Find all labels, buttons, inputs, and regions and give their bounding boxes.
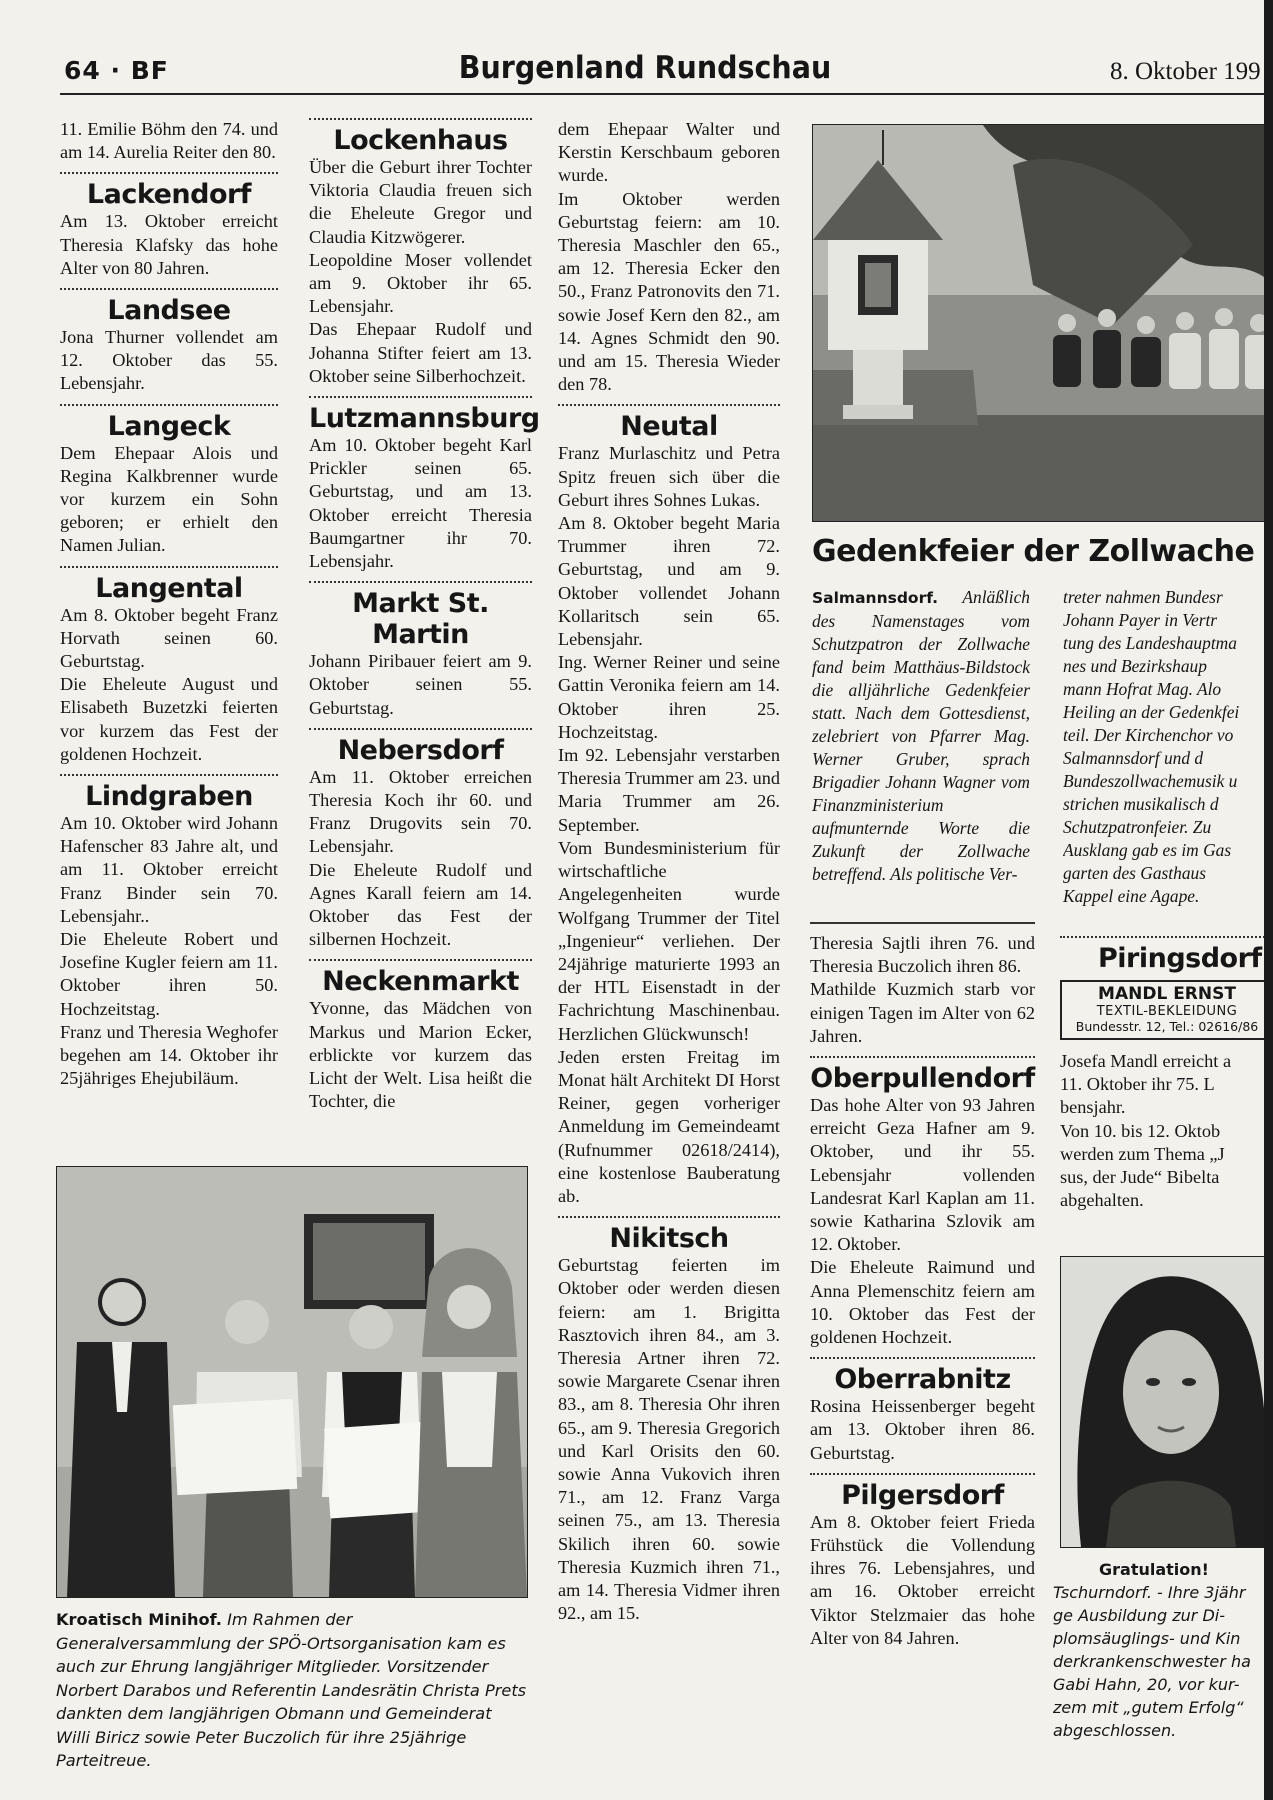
caption-text: Im Rahmen der Generalversammlung der SPÖ-Ortsorganisation kam es auch zur Ehrung langjähriger Mitglieder. Vorsitzender Norbert Darabos und Referentin Landesrätin Christa Prets dankten dem langjährigen Obmann und Gemeinderat Willi Biricz sowie Peter Buczolich für ihre 25jährige Parteitreue. (56, 1610, 527, 1770)
text-neutal-2: Am 8. Oktober begeht Maria Trummer ihren 72. Geburtstag, und am 9. Oktober vollendet Johann Kollaritsch sein 65. Lebensjahr. (558, 513, 780, 650)
ad-line3: Bundesstr. 12, Tel.: 02616/86 (1075, 1019, 1259, 1034)
dotted-separator (1060, 936, 1273, 938)
photo-caption-gratulation (1053, 1558, 1273, 1742)
feature-text-col2 (1063, 586, 1273, 908)
text-lockenhaus-2: Leopoldine Moser vollendet am 9. Oktober ihr 65. Lebensjahr. (309, 249, 532, 317)
caption-title: Gratulation! (1099, 1560, 1209, 1579)
feature-line: Salmannsdorf und d (1063, 748, 1204, 768)
heading-pilgersdorf: Pilgersdorf (841, 1479, 1004, 1511)
heading-langental: Langental (95, 572, 243, 604)
text-neckenmarkt: Yvonne, das Mädchen von Markus und Marion Ecker, erblickte vor kurzem das Licht der Welt. Lisa heißt die Tochter, die (309, 998, 532, 1112)
heading-lockenhaus: Lockenhaus (333, 125, 508, 156)
dotted-separator (309, 728, 532, 730)
text-langeck: Dem Ehepaar Alois und Regina Kalkbrenner wurde vor kurzem ein Sohn geboren; er erhielt den Namen Julian. (60, 442, 278, 556)
masthead: Burgenland Rundschau (458, 50, 832, 86)
text-lackendorf: Am 13. Oktober erreicht Theresia Klafsky das hohe Alter von 80 Jahren. (60, 211, 278, 278)
col3-intro: dem Ehepaar Walter und Kerstin Kerschbaum geboren wurde. (558, 119, 780, 186)
dotted-separator (309, 396, 532, 398)
caption-line: derkrankenschwester ha (1053, 1652, 1251, 1671)
caption-line: Tschurndorf. - Ihre 3jähr (1053, 1583, 1246, 1602)
col4-text-2: Mathilde Kuzmich starb vor einigen Tagen im Alter von 62 Jahren. (810, 979, 1035, 1046)
text-neutal-5: Vom Bundesministerium für wirtschaftliche Angelegenheiten wurde Wolfgang Trummer der Titel „Ingenieur“ verliehen. Der 24jährige maturierte 1993 an der HTL Eisenstadt in der Fachrichtung Maschinenbau. Herzlichen Glückwunsch! (558, 837, 780, 1044)
column-2 (309, 118, 540, 1114)
text-lindgraben-2: Die Eheleute Robert und Josefine Kugler feiern am 11. Oktober ihren 50. Hochzeitstag. (60, 929, 278, 1019)
text-lockenhaus-1: Über die Geburt ihrer Tochter Viktoria Claudia freuen sich die Eheleute Gregor und Claudia Kitzwögerer. (309, 157, 532, 247)
text-markt-st-martin: Johann Piribauer feiert am 9. Oktober seinen 55. Geburtstag. (309, 651, 532, 718)
text-nebersdorf-2: Die Eheleute Rudolf und Agnes Karall feiern am 14. Oktober das Fest der silbernen Hochzeit. (309, 859, 532, 950)
feature-line: Kappel eine Agape. (1063, 886, 1200, 906)
dotted-separator (558, 404, 780, 406)
dotted-separator (810, 1473, 1035, 1475)
dotted-separator (309, 581, 532, 583)
heading-lutzmannsburg: Lutzmannsburg (309, 403, 540, 435)
ad-name: MANDL ERNST (1098, 984, 1236, 1004)
col5-line: abgehalten. (1060, 1190, 1144, 1211)
feature-end-rule (810, 922, 1035, 924)
memorial-photo (812, 124, 1273, 522)
col5-line: werden zum Thema „J (1060, 1143, 1225, 1164)
caption-line: Gabi Hahn, 20, vor kur- (1053, 1675, 1240, 1694)
col1-intro: 11. Emilie Böhm den 74. und am 14. Aurelia Reiter den 80. (60, 119, 278, 163)
caption-line: plomsäuglings- und Kin (1053, 1629, 1241, 1648)
heading-neutal: Neutal (620, 411, 718, 443)
text-neutal-1: Franz Murlaschitz und Petra Spitz freuen sich über die Geburt ihres Sohnes Lukas. (558, 443, 780, 510)
feature-headline: Gedenkfeier der Zollwache (812, 534, 1255, 569)
ad-line2: TEXTIL-BEKLEIDUNG (1096, 1004, 1238, 1019)
feature-line: mann Hofrat Mag. Alo (1063, 679, 1222, 699)
dotted-separator (309, 959, 532, 961)
col5-line: Von 10. bis 12. Oktob (1060, 1120, 1221, 1141)
dotted-separator (60, 404, 278, 406)
heading-nikitsch: Nikitsch (609, 1223, 729, 1255)
text-nebersdorf-1: Am 11. Oktober erreichen Theresia Koch ihr 60. und Franz Drugovits sein 70. Lebensjahr. (309, 766, 532, 857)
feature-body: Anläßlich des Namenstages vom Schutzpatron der Zollwache fand beim Matthäus-Bildstock die alljährliche Gedenkfeier statt. Nach dem Gottesdienst, zelebriert von Pfarrer Mag. Werner Gruber, sprach Brigadier Johann Wagner vom Finanzministerium aufmunternde Worte die Zukunft der Zollwache betreffend. Als politische Ver- (812, 587, 1030, 884)
text-neutal-4: Im 92. Lebensjahr verstarben Theresia Trummer am 23. und Maria Trummer am 26. September. (558, 745, 780, 835)
text-oberpullendorf-1: Das hohe Alter von 93 Jahren erreicht Geza Hafner am 9. Oktober, und ihr 55. Lebensjahr vollenden Landesrat Karl Kaplan am 11. sowie Katharina Szlovik am 12. Oktober. (810, 1095, 1035, 1255)
heading-landsee: Landsee (107, 295, 231, 327)
feature-line: garten des Gasthaus (1063, 863, 1206, 883)
dotted-separator (60, 172, 278, 174)
dotted-separator (60, 288, 278, 290)
heading-lackendorf: Lackendorf (86, 179, 252, 211)
text-neutal-6: Jeden ersten Freitag im Monat hält Architekt DI Horst Reiner, gegen vorheriger Anmeldung im Gemeindeamt (Rufnummer 02618/2414), eine kostenlose Bauberatung ab. (558, 1046, 780, 1206)
caption-line: abgeschlossen. (1053, 1721, 1177, 1740)
heading-lindgraben: Lindgraben (85, 781, 253, 813)
column-5 (1060, 932, 1273, 1212)
heading-nebersdorf: Nebersdorf (337, 734, 504, 766)
text-langental-2: Die Eheleute August und Elisabeth Buzetzki feierten vor kurzem das Fest der goldenen Hochzeit. (60, 674, 278, 764)
column-1 (60, 118, 278, 1091)
dotted-separator (309, 118, 532, 120)
text-lindgraben-3: Franz und Theresia Weghofer begehen am 14. Oktober ihr 25jähriges Ehejubiläum. (60, 1021, 278, 1089)
feature-line: Ausklang gab es im Gas (1063, 840, 1232, 860)
text-oberpullendorf-2: Die Eheleute Raimund und Anna Plemenschitz feiern am 10. Oktober das Fest der goldenen Hochzeit. (810, 1257, 1035, 1348)
feature-line: treter nahmen Bundesr (1063, 587, 1223, 607)
heading-markt-st-martin: Markt St. Martin (352, 588, 489, 651)
text-oberrabnitz: Rosina Heissenberger begeht am 13. Oktober ihren 86. Geburtstag. (810, 1396, 1035, 1463)
feature-line: strichen musikalisch d (1063, 794, 1219, 814)
scan-edge (1264, 0, 1273, 1800)
text-landsee: Jona Thurner vollendet am 12. Oktober das 55. Lebensjahr. (60, 327, 278, 394)
caption-line: ge Ausbildung zur Di- (1053, 1606, 1225, 1625)
text-lindgraben-1: Am 10. Oktober wird Johann Hafenscher 83 Jahre alt, und am 11. Oktober erreicht Franz Binder sein 70. Lebensjahr.. (60, 813, 278, 926)
dotted-separator (60, 566, 278, 568)
col5-line: Josefa Mandl erreicht a (1060, 1051, 1232, 1071)
feature-line: Bundeszollwachemusik u (1063, 771, 1238, 791)
heading-langeck: Langeck (107, 410, 231, 442)
dotted-separator (60, 774, 278, 776)
caption-line: zem mit „gutem Erfolg“ (1053, 1698, 1244, 1717)
advertisement-mandl (1060, 980, 1273, 1040)
column-3 (558, 118, 780, 1625)
dotted-separator (558, 1216, 780, 1218)
dotted-separator (810, 1056, 1035, 1058)
col4-text-1: Theresia Sajtli ihren 76. und Theresia Buczolich ihren 86. (810, 933, 1035, 977)
photo-caption-kroatisch-minihof (56, 1608, 529, 1773)
col3-birthdays: Im Oktober werden Geburtstag feiern: am 10. Theresia Maschler den 65., am 12. Theresia Ecker den 50., Franz Patronovits den 71. sowie Josef Kern den 82., am 14. Agnes Schmidt den 90. und am 15. Theresia Wieder den 78. (558, 188, 780, 395)
group-photo (56, 1166, 528, 1598)
feature-line: Heiling an der Gedenkfei (1063, 702, 1240, 722)
portrait-photo (1060, 1256, 1273, 1548)
heading-neckenmarkt: Neckenmarkt (322, 966, 519, 998)
text-lutzmannsburg: Am 10. Oktober begeht Karl Prickler seinen 65. Geburtstag, und am 13. Oktober erreicht Theresia Baumgartner ihr 70. Lebensjahr. (309, 435, 532, 572)
feature-line: Schutzpatronfeier. Zu (1063, 817, 1212, 837)
heading-piringsdorf: Piringsdorf (1098, 943, 1262, 974)
dotted-separator (810, 1357, 1035, 1359)
issue-date: 8. Oktober 199 (1110, 58, 1261, 85)
col5-line: 11. Oktober ihr 75. L (1060, 1074, 1215, 1095)
header-rule (60, 93, 1273, 95)
col5-line: bensjahr. (1060, 1097, 1126, 1118)
text-pilgersdorf: Am 8. Oktober feiert Frieda Frühstück die Vollendung ihres 76. Lebensjahres, und am 16. Oktober erreicht Viktor Stelzmaier das hohe Alter von 84 Jahren. (810, 1511, 1035, 1648)
caption-lead: Kroatisch Minihof. (56, 1610, 222, 1629)
text-neutal-3: Ing. Werner Reiner und seine Gattin Veronika feiern am 14. Oktober ihren 25. Hochzeitstag. (558, 652, 780, 742)
page-number: 64 · BF (64, 56, 169, 85)
text-langental-1: Am 8. Oktober begeht Franz Horvath seinen 60. Geburtstag. (60, 604, 278, 672)
text-nikitsch: Geburtstag feierten im Oktober oder werden diesen feiern: am 1. Brigitta Rasztovich ihren 84., am 3. Theresia Artner ihren 72. sowie Margarete Csenar ihren 83., am 8. Theresia Ohr ihren 65., am 9. Theresia Gregorich und Karl Orisits den 60. sowie Anna Vukovich ihren 71., am 12. Franz Varga seinen 75., am 13. Theresia Skilich ihren 60. sowie Theresia Kuzmich ihren 71., am 14. Theresia Vidmer ihren 92., am 15. (558, 1255, 780, 1624)
feature-line: teil. Der Kirchenchor vo (1063, 725, 1234, 745)
page-header (0, 0, 1273, 100)
feature-text-col1 (812, 586, 1030, 886)
feature-line: tung des Landeshauptma (1063, 633, 1237, 653)
col5-line: sus, der Jude“ Bibelta (1060, 1167, 1220, 1188)
feature-line: Johann Payer in Vertr (1063, 610, 1218, 630)
feature-lead: Salmannsdorf. (812, 589, 939, 607)
feature-line: nes und Bezirkshaup (1063, 656, 1207, 676)
column-4 (810, 932, 1035, 1650)
text-lockenhaus-3: Das Ehepaar Rudolf und Johanna Stifter feiert am 13. Oktober seine Silberhochzeit. (309, 319, 532, 386)
heading-oberrabnitz: Oberrabnitz (834, 1364, 1011, 1396)
heading-oberpullendorf: Oberpullendorf (810, 1063, 1035, 1095)
